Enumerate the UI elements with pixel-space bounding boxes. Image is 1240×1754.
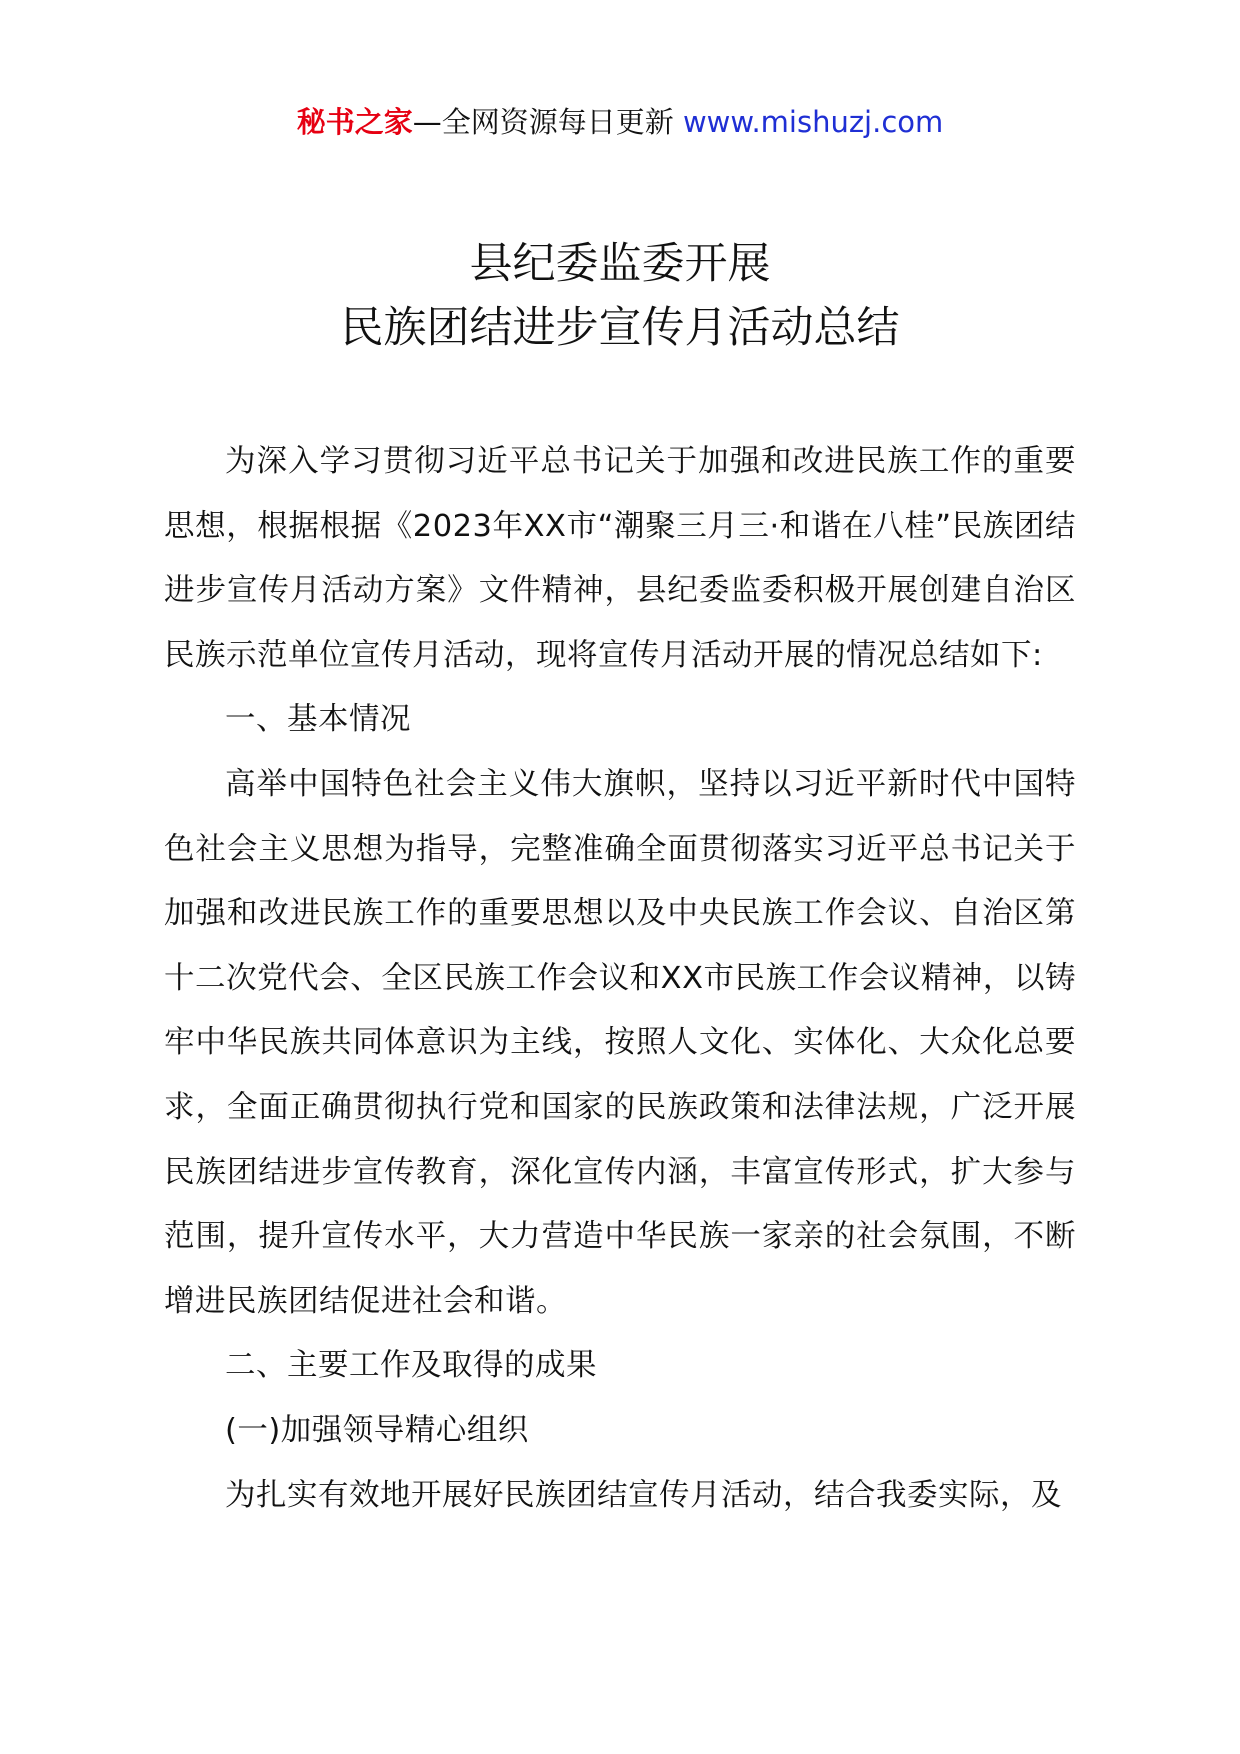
section-heading-1: 一、基本情况	[225, 702, 411, 738]
site-header	[0, 100, 1240, 144]
title-line-2: 民族团结进步宣传月活动总结	[340, 303, 900, 353]
subsection-heading-1: (一)加强领导精心组织	[225, 1412, 529, 1448]
header-slogan: —全网资源每日更新	[412, 105, 674, 139]
leadership-paragraph: 为扎实有效地开展好民族团结宣传月活动，结合我委实际，及	[225, 1477, 1062, 1513]
brand-name: 秘书之家	[296, 105, 413, 139]
title-line-1: 县纪委监委开展	[469, 239, 771, 289]
document-title	[0, 232, 1240, 360]
section-heading-2: 二、主要工作及取得的成果	[225, 1348, 597, 1384]
basic-situation-paragraph: 高举中国特色社会主义伟大旗帜，坚持以习近平新时代中国特色社会主义思想为指导，完整准确全面贯彻落实习近平总书记关于加强和改进民族工作的重要思想以及中央民族工作会议、自治区第十二次党代会、全区民族工作会议和XX市民族工作会议精神，以铸牢中华民族共同体意识为主线，按照人文化、实体化、大众化总要求，全面正确贯彻执行党和国家的民族政策和法律法规，广泛开展民族团结进步宣传教育，深化宣传内涵，丰富宣传形式，扩大参与范围，提升宣传水平，大力营造中华民族一家亲的社会氛围，不断增进民族团结促进社会和谐。	[164, 766, 1076, 1319]
intro-paragraph: 为深入学习贯彻习近平总书记关于加强和改进民族工作的重要思想，根据根据《2023年XX市“潮聚三月三·和谐在八桂”民族团结进步宣传月活动方案》文件精神，县纪委监委积极开展创建自治区民族示范单位宣传月活动，现将宣传月活动开展的情况总结如下:	[164, 444, 1076, 673]
document-body	[164, 430, 1076, 1528]
site-url-link[interactable]: www.mishuzj.com	[682, 105, 944, 139]
